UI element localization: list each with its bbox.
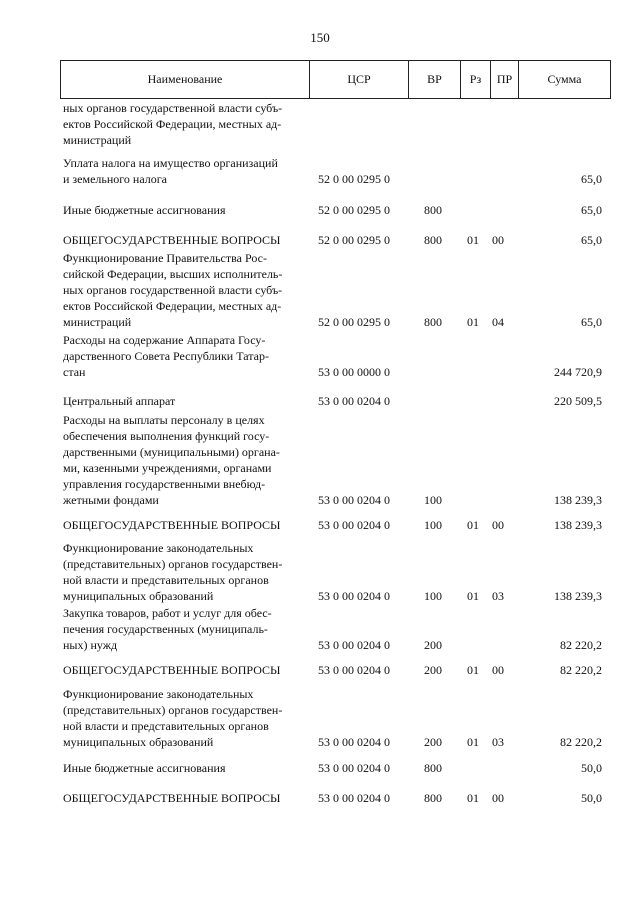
row-name: [63, 517, 303, 533]
row-name-line: Расходы на содержание Аппарата Госу-: [63, 333, 266, 347]
row-name-line: ми, казенными учреждениями, органами: [63, 461, 272, 475]
row-name-line: ектов Российской Федерации, местных ад-: [63, 299, 282, 313]
row-vr: 800: [424, 761, 442, 775]
header-rz: Рз: [461, 61, 491, 98]
row-csr: 53 0 00 0204 0: [318, 791, 390, 805]
row-vr: 100: [424, 589, 442, 603]
row-csr: 53 0 00 0204 0: [318, 735, 390, 749]
row-pr: 03: [492, 589, 504, 603]
row-name-line: ОБЩЕГОСУДАРСТВЕННЫЕ ВОПРОСЫ: [63, 518, 281, 532]
row-vr: 100: [424, 518, 442, 532]
row-pr: 03: [492, 735, 504, 749]
page-number: 150: [310, 30, 330, 45]
row-vr: 200: [424, 735, 442, 749]
row-pr: 00: [492, 663, 504, 677]
row-name-line: ной власти и представительных органов: [63, 719, 269, 733]
row-name-line: управления государственными внебюд-: [63, 477, 266, 491]
row-name: [63, 760, 303, 776]
row-pr: 00: [492, 791, 504, 805]
row-name-line: Функционирование законодательных: [63, 541, 254, 555]
row-name-line: ОБЩЕГОСУДАРСТВЕННЫЕ ВОПРОСЫ: [63, 791, 281, 805]
row-name-line: и земельного налога: [63, 172, 168, 186]
header-sum: Сумма: [547, 72, 582, 86]
row-name-line: (представительных) органов государствен-: [63, 557, 283, 571]
row-name-line: Иные бюджетные ассигнования: [63, 203, 226, 217]
row-sum: 65,0: [581, 172, 602, 186]
row-sum: 65,0: [581, 315, 602, 329]
row-name-line: дарственными (муниципальными) органа-: [63, 445, 280, 459]
row-vr: 100: [424, 493, 442, 507]
row-name-line: Закупка товаров, работ и услуг для обес-: [63, 606, 272, 620]
row-name-line: ОБЩЕГОСУДАРСТВЕННЫЕ ВОПРОСЫ: [63, 233, 281, 247]
row-rz: 01: [467, 518, 479, 532]
row-rz: 01: [467, 791, 479, 805]
row-name-line: сийской Федерации, высших исполнитель-: [63, 267, 283, 281]
row-sum: 50,0: [581, 791, 602, 805]
row-name-line: муниципальных образований: [63, 589, 214, 603]
row-vr: 800: [424, 791, 442, 805]
row-name-line: министраций: [63, 133, 132, 147]
row-name-line: ных) нужд: [63, 638, 118, 652]
row-csr: 53 0 00 0204 0: [318, 518, 390, 532]
row-name-line: Функционирование Правительства Рос-: [63, 251, 267, 265]
row-rz: 01: [467, 735, 479, 749]
row-name-line: ной власти и представительных органов: [63, 573, 269, 587]
row-sum: 65,0: [581, 203, 602, 217]
row-name: [63, 250, 303, 330]
row-name: [63, 100, 303, 148]
row-csr: 53 0 00 0204 0: [318, 663, 390, 677]
row-vr: 200: [424, 663, 442, 677]
row-sum: 82 220,2: [560, 663, 602, 677]
row-name-line: жетными фондами: [63, 493, 159, 507]
header-pr: ПР: [491, 61, 519, 98]
row-name: [63, 332, 303, 380]
row-name-line: муниципальных образований: [63, 735, 214, 749]
row-pr: 04: [492, 315, 504, 329]
row-name: [63, 686, 303, 750]
row-name: [63, 790, 303, 806]
row-name-line: обеспечения выполнения функций госу-: [63, 429, 270, 443]
row-name: [63, 232, 303, 248]
row-sum: 65,0: [581, 233, 602, 247]
row-name-line: Расходы на выплаты персоналу в целях: [63, 413, 265, 427]
header-vr: ВР: [409, 61, 461, 98]
row-csr: 53 0 00 0000 0: [318, 365, 390, 379]
header-name: Наименование: [61, 61, 310, 98]
row-csr: 52 0 00 0295 0: [318, 172, 390, 186]
row-csr: 53 0 00 0204 0: [318, 638, 390, 652]
row-vr: 800: [424, 203, 442, 217]
row-name: [63, 155, 303, 187]
row-name: [63, 393, 303, 409]
row-name-line: ных органов государственной власти субъ-: [63, 283, 283, 297]
row-sum: 82 220,2: [560, 735, 602, 749]
row-sum: 138 239,3: [554, 518, 602, 532]
row-name-line: Иные бюджетные ассигнования: [63, 761, 226, 775]
row-csr: 52 0 00 0295 0: [318, 233, 390, 247]
row-sum: 82 220,2: [560, 638, 602, 652]
row-name-line: ектов Российской Федерации, местных ад-: [63, 117, 282, 131]
row-name: [63, 202, 303, 218]
row-csr: 53 0 00 0204 0: [318, 493, 390, 507]
row-csr: 52 0 00 0295 0: [318, 315, 390, 329]
row-pr: 00: [492, 518, 504, 532]
row-name-line: ОБЩЕГОСУДАРСТВЕННЫЕ ВОПРОСЫ: [63, 663, 281, 677]
row-sum: 138 239,3: [554, 589, 602, 603]
row-rz: 01: [467, 315, 479, 329]
row-rz: 01: [467, 589, 479, 603]
row-csr: 53 0 00 0204 0: [318, 761, 390, 775]
row-name: [63, 412, 303, 508]
row-vr: 200: [424, 638, 442, 652]
row-name-line: Уплата налога на имущество организаций: [63, 156, 278, 170]
row-rz: 01: [467, 233, 479, 247]
header-csr: ЦСР: [310, 61, 409, 98]
row-name: [63, 662, 303, 678]
row-name-line: печения государственных (муниципаль-: [63, 622, 268, 636]
row-name-line: (представительных) органов государствен-: [63, 703, 283, 717]
row-vr: 800: [424, 315, 442, 329]
row-name-line: дарственного Совета Республики Татар-: [63, 349, 269, 363]
row-name: [63, 540, 303, 604]
row-name-line: министраций: [63, 315, 132, 329]
row-sum: 138 239,3: [554, 493, 602, 507]
row-name-line: Центральный аппарат: [63, 394, 176, 408]
row-pr: 00: [492, 233, 504, 247]
row-sum: 50,0: [581, 761, 602, 775]
row-name-line: Функционирование законодательных: [63, 687, 254, 701]
row-sum: 220 509,5: [554, 394, 602, 408]
row-csr: 53 0 00 0204 0: [318, 589, 390, 603]
row-name-line: стан: [63, 365, 86, 379]
row-name-line: ных органов государственной власти субъ-: [63, 101, 283, 115]
row-csr: 53 0 00 0204 0: [318, 394, 390, 408]
row-vr: 800: [424, 233, 442, 247]
row-name: [63, 605, 303, 653]
row-csr: 52 0 00 0295 0: [318, 203, 390, 217]
row-sum: 244 720,9: [554, 365, 602, 379]
row-rz: 01: [467, 663, 479, 677]
